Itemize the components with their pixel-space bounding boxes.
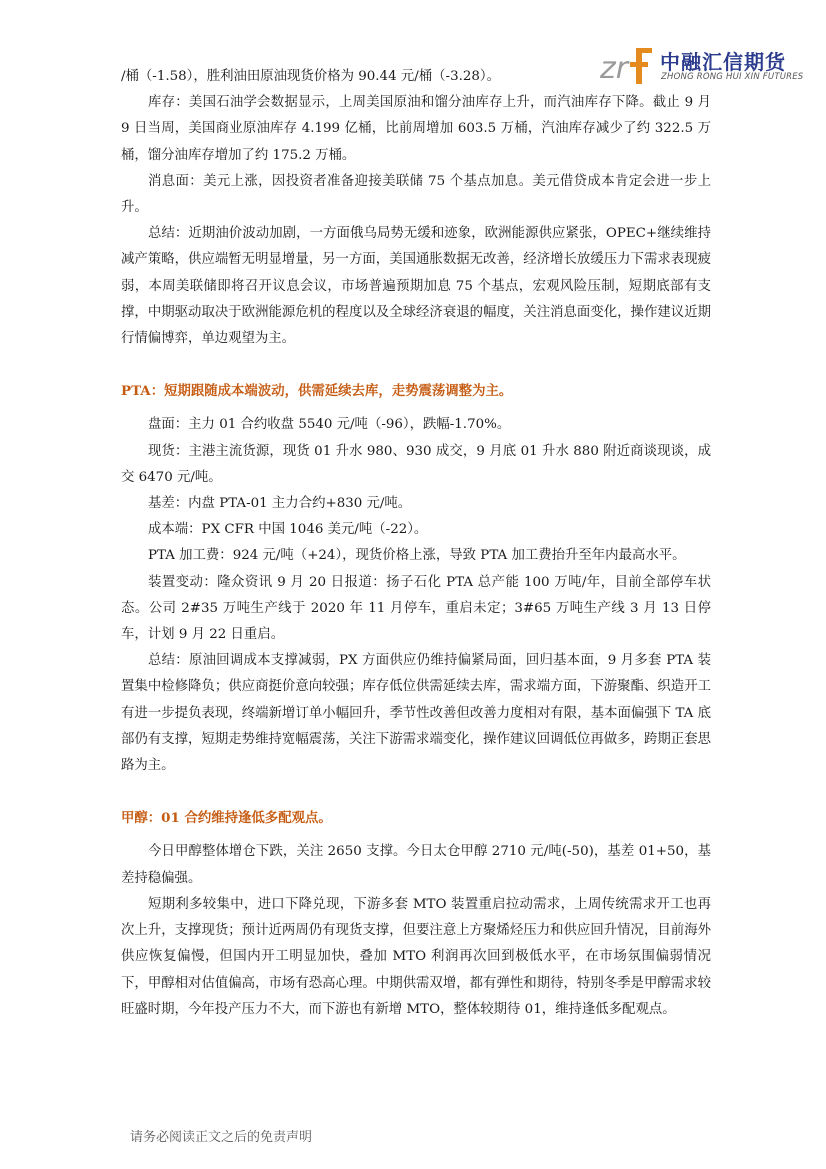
pta-processing-fee-paragraph: PTA 加工费：924 元/吨（+24），现货价格上涨，导致 PTA 加工费抬升至年内最高水平。: [148, 548, 686, 564]
crude-summary-paragraph: 总结：近期油价波动加剧，一方面俄乌局势无缓和迹象，欧洲能源供应紧张，OPEC+继续维持减产策略，供应端暂无明显增量，另一方面，美国通胀数据无改善，经济增长放缓压力下需求表现疲弱，本周美联储即将召开议息会议，市场普遍预期加息 75 个基点，宏观风险压制，短期底部有支撑，中期驱动取决于欧洲能源危机的程度以及全球经济衰退的幅度，关注消息面变化，操作建议近期行情偏博弈，单边观望为主。: [121, 226, 711, 347]
crude-price-continuation: /桶（-1.58），胜利油田原油现货价格为 90.44 元/桶（-3.28）。: [121, 69, 500, 84]
methanol-market-paragraph: 今日甲醇整体增仓下跌，关注 2650 支撑。今日太仓甲醇 2710 元/吨(-50)，基差 01+50，基差持稳偏强。: [121, 844, 711, 886]
pta-market-paragraph: 盘面：主力 01 合约收盘 5540 元/吨（-96），跌幅-1.70%。: [148, 417, 511, 433]
pta-section: [121, 378, 711, 779]
methanol-section: [121, 805, 711, 1023]
pta-heading: PTA：短期跟随成本端波动，供需延续去库，走势震荡调整为主。: [121, 383, 513, 400]
methanol-heading: 甲醇：01 合约维持逢低多配观点。: [121, 810, 332, 827]
pta-basis-paragraph: 基差：内盘 PTA-01 主力合约+830 元/吨。: [148, 496, 412, 512]
crude-news-paragraph: 消息面：美元上涨，因投资者准备迎接美联储 75 个基点加息。美元借贷成本肯定会进一步上升。: [121, 173, 711, 216]
logo-english-name: ZHONG RONG HUI XIN FUTURES: [661, 72, 804, 82]
crude-inventory-paragraph: 库存：美国石油学会数据显示，上周美国原油和馏分油库存上升，而汽油库存下降。截止 9 月 9 日当周，美国商业原油库存 4.199 亿桶，比前周增加 603.5 万桶，汽油库存减少了约 322.5 万桶，馏分油库存增加了约 175.2 万桶。: [121, 95, 711, 163]
pta-summary-paragraph: 总结：原油回调成本支撑减弱，PX 方面供应仍维持偏紧局面，回归基本面，9 月多套 PTA 装置集中检修降负；供应商挺价意向较强；库存低位供需延续去库，需求端方面，下游聚酯、织造开工有进一步提负表现，终端新增订单小幅回升，季节性改善但改善力度相对有限，基本面偏强下 TA 底部仍有支撑，短期走势维持宽幅震荡，关注下游需求端变化，操作建议回调低位再做多，跨期正套思路为主。: [121, 653, 711, 774]
disclaimer-footer: 请务必阅读正文之后的免责声明: [130, 1130, 313, 1145]
methanol-analysis-paragraph: 短期利多较集中，进口下降兑现，下游多套 MTO 装置重启拉动需求，上周传统需求开工也再次上升，支撑现货；预计近两周仍有现货支撑，但要注意上方聚烯烃压力和供应回升情况，目前海外供应恢复偏慢，但国内开工明显加快，叠加 MTO 利润再次回到极低水平，在市场氛围偏弱情况下，甲醇相对估值偏高，市场有恐高心理。中期供需双增，都有弹性和期待，特别冬季是甲醇需求较旺盛时期，今年投产压力不大，而下游也有新增 MTO，整体较期待 01，维持逢低多配观点。: [121, 896, 711, 1017]
report-body: [121, 64, 711, 1023]
pta-plant-changes-paragraph: 装置变动：隆众资讯 9 月 20 日报道：扬子石化 PTA 总产能 100 万吨/年，目前全部停车状态。公司 2#35 万吨生产线于 2020 年 11 月停车，重启未定；3#65 万吨生产线 3 月 13 日停车，计划 9 月 22 日重启。: [121, 574, 711, 643]
logo-chinese-name: 中融汇信期货: [660, 50, 786, 74]
pta-cost-paragraph: 成本端：PX CFR 中国 1046 美元/吨（-22）。: [148, 522, 428, 538]
pta-spot-paragraph: 现货：主港主流货源，现货 01 升水 980、930 成交，9 月底 01 升水 880 附近商谈现谈，成交 6470 元/吨。: [121, 443, 711, 485]
svg-text:zr: zr: [600, 51, 629, 86]
crude-oil-section: [121, 64, 711, 352]
